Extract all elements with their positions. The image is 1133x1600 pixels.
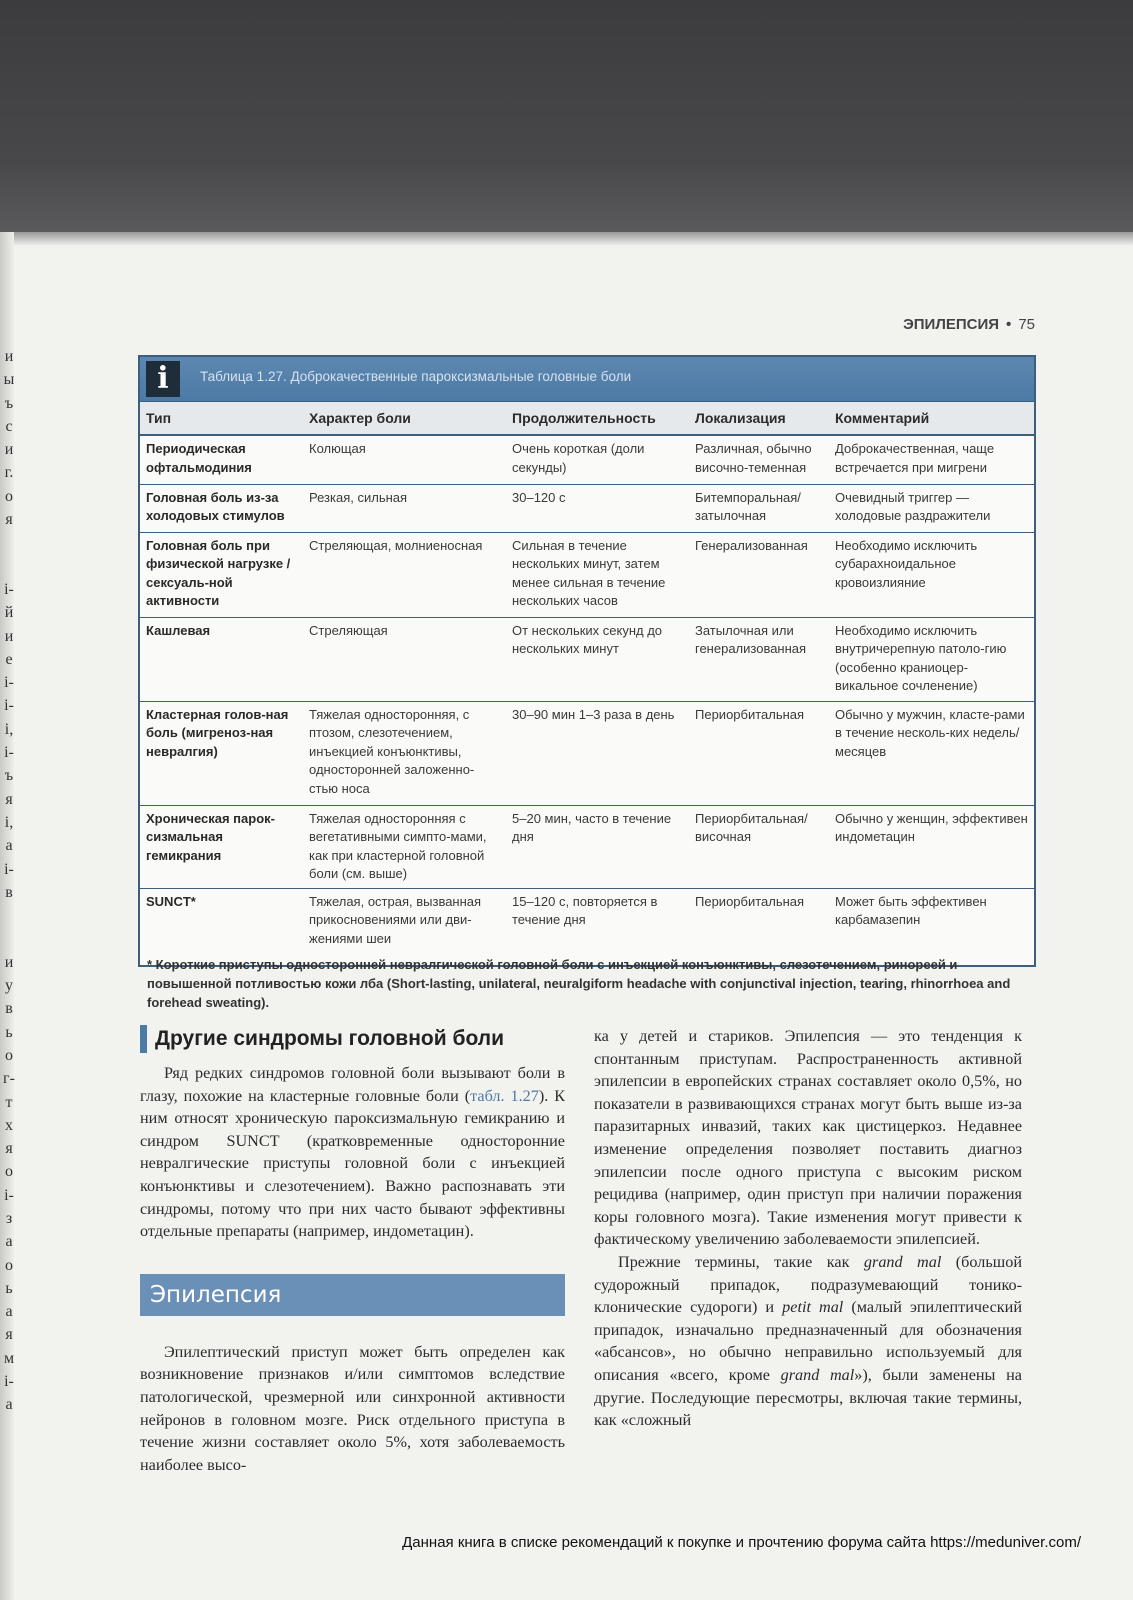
gutter-letter [0,555,18,578]
cell-character: Тяжелая, острая, вызванная прикосновениями или дви-жениями шеи [309,893,482,946]
table-row [140,532,1034,617]
cell-duration: От нескольких секунд до нескольких минут [506,617,689,701]
table-row [140,805,1034,888]
cell-duration: 30–90 мин 1–3 раза в день [506,701,689,805]
heading-other-syndromes: Другие синдромы головной боли [140,1025,565,1053]
gutter-letter: і, [4,720,14,738]
gutter-letter: а [5,1303,13,1321]
gutter-letter: і, [4,813,14,831]
table-title: Таблица 1.27. Доброкачественные пароксизмальные головные боли [200,369,632,384]
gutter-letter: в [5,1000,13,1018]
gutter-letter: і- [4,580,14,598]
cell-type: Головная боль при физической нагрузке / сексуаль-ной активности [140,532,303,617]
gutter-letter: а [5,1396,13,1414]
cell-comment: Необходимо исключить субарахноидальное кровоизлияние [829,532,1034,617]
gutter-letter: ъ [4,767,14,785]
gutter-letter: о [5,1163,13,1181]
gutter-letter: і- [4,697,14,715]
gutter-letter: и [4,348,14,365]
paragraph-epilepsy-terms: Прежние термины, такие как grand mal (большой судорожный припадок, подразумевающий тонико-клонические судороги) и petit mal (малый эпилептический припадок, изначально предназначенный для обозначения «абсансов», но обычно неправильно используемый для описания «всего, кроме grand mal»), были заменены на другие. Последующие пересмотры, включая такие термины, как «сложный [594,1252,1022,1430]
gutter-letter: е [5,650,13,668]
facing-page-gutter [0,345,18,1417]
cell-duration: Сильная в течение нескольких минут, затем менее сильная в течение нескольких часов [506,532,689,617]
cell-character: Тяжелая односторонняя с вегетативными симпто-мами, как при кластерной головной боли (см. выше) [303,805,506,888]
heading-epilepsy: Эпилепсия [140,1274,565,1316]
table-127 [138,355,1036,967]
gutter-letter: ь [5,1023,13,1041]
gutter-letter: у [5,977,13,995]
cell-location: Различная, обычно височно-теменная [689,435,829,484]
cell-type: Периодическая офтальмодиния [140,435,303,484]
gutter-letter: о [5,487,13,505]
cell-duration: 30–120 с [506,484,689,532]
gutter-letter: і- [4,1186,14,1204]
gutter-letter: і- [4,744,14,762]
cell-character: Стреляющая, молниеносная [303,532,506,617]
gutter-letter: г- [3,1070,15,1088]
gutter-letter: і- [4,860,14,878]
paragraph-other-syndromes [140,1062,565,1243]
info-icon: i [146,361,180,397]
cell-comment: Обычно у женщин, эффективен индометацин [829,805,1034,888]
page-number: 75 [1018,316,1035,333]
paragraph-epilepsy-definition: Эпилептический приступ может быть определен как возникновение признаков и/или симптомов вследствие патологической, чрезмерной или синхронной активности нейронов в головном мозге. Риск отдельного приступа в течение жизни составляет около 5%, хотя заболеваемость наиболее высо- [140,1342,565,1474]
col-header-location: Локализация [689,402,829,435]
scan-dark-margin [0,0,1133,232]
table-footnote: * Короткие приступы односторонней невралгической головной боли с инъекцией конъюнктивы, слезотечением, ринореей и повышенной потливостью кожи лба (Short-lasting, unilateral, neuralgiform headache with conjunctival injection, tearing, rhinorrhoea and forehead sweating). [147,957,1011,1010]
gutter-letter: х [5,1116,13,1134]
gutter-letter: я [5,790,13,808]
gutter-letter: і- [4,674,14,692]
gutter-letter: я [5,1140,13,1158]
table-row [140,617,1034,701]
gutter-letter: ъ [4,394,14,412]
cell-type: Хроническая парок-сизмальная гемикрания [140,805,303,888]
table-title-bar [140,357,1034,402]
headache-table [140,402,1034,952]
gutter-letter: я [5,511,13,529]
table-row [140,435,1034,484]
gutter-letter: о [5,1046,13,1064]
cell-character: Тяжелая односторонняя, с птозом, слезотечением, инъекцией конъюнктивы, односторонней заложенно-стью носа [303,701,506,805]
col-header-duration: Продолжительность [506,402,689,435]
cell-type: Кашлевая [140,617,303,701]
running-header [903,316,1035,333]
cell-duration: 5–20 мин, часто в течение дня [506,805,689,888]
gutter-letter [0,927,18,950]
cell-character: Резкая, сильная [303,484,506,532]
table-row [140,888,1034,952]
cell-location: Периорбитальная/ височная [689,805,829,888]
cell-type: Головная боль из-за холодовых стимулов [140,484,303,532]
gutter-letter: і- [4,1373,14,1391]
gutter-letter: а [5,1233,13,1251]
table-header-row [140,402,1034,435]
site-footer: Данная книга в списке рекомендаций к покупке и прочтению форума сайта https://meduniver.com/ [402,1534,1081,1551]
cell-character: Колющая [303,435,506,484]
cell-location: Периорбитальная [695,893,805,909]
gutter-letter: о [5,1256,13,1274]
cell-comment: Необходимо исключить внутричерепную патоло-гию (особенно краниоцер-викальное сочленение) [829,617,1034,701]
cell-location: Генерализованная [689,532,829,617]
gutter-letter: с [5,417,13,435]
gutter-letter: и [4,953,14,971]
gutter-letter [0,531,18,554]
cell-character: Стреляющая [303,617,506,701]
header-separator: • [1006,316,1012,333]
cell-duration: 15–120 с, повторяется в течение дня [512,893,658,927]
gutter-letter: ь [5,1279,13,1297]
gutter-letter: з [5,1209,13,1227]
table-row [140,484,1034,532]
cell-comment: Может быть эффективен карбамазепин [835,893,987,927]
left-column [140,1025,565,1476]
cell-type: Кластерная голов-ная боль (мигреноз-ная невралгия) [140,701,303,805]
section-name: ЭПИЛЕПСИЯ [903,316,1000,333]
cell-comment: Очевидный триггер — холодовые раздражители [829,484,1034,532]
gutter-letter: г. [4,464,14,482]
paragraph-epilepsy-continued: ка у детей и стариков. Эпилепсия — это тенденция к спонтанным приступам. Распространенность активной эпилепсии в европейских странах составляет около 0,5%, но показатели в развивающихся странах могут быть выше из-за паразитарных инвазий, таких как цистицеркоз. Недавнее изменение определения позволяет поставить диагноз эпилепсии после одного приступа с высоким риском рецидива (например, один приступ при наличии поражения коры головного мозга). Такие изменения могут привести к фактическому увеличению заболеваемости эпилепсией. [594,1027,1022,1249]
cell-location: Затылочная или генерализованная [689,617,829,701]
gutter-letter [0,904,18,927]
gutter-letter: ы [3,371,15,389]
cell-duration: Очень короткая (доли секунды) [506,435,689,484]
gutter-letter: в [5,883,13,901]
right-column [594,1025,1022,1432]
gutter-letter: а [5,837,13,855]
gutter-letter: й [4,604,14,622]
cell-location: Периорбитальная [689,701,829,805]
cell-type: SUNCT* [146,893,196,909]
gutter-letter: и [4,441,14,459]
gutter-letter: и [4,627,14,645]
col-header-comment: Комментарий [829,402,1034,435]
paragraph-text: ). К ним относят хроническую пароксизмальную гемикранию и синдром SUNCT (кратковременные односторонние невралгические приступы головной боли с инъекцией конъюнктивы и слезотечением). Важно распознавать эти синдромы, потому что при них часто бывают эффективны отдельные препараты (например, индометацин). [140,1086,566,1241]
gutter-letter: м [3,1349,15,1367]
cell-comment: Обычно у мужчин, класте-рами в течение несколь-ких недель/месяцев [829,701,1034,805]
table-row [140,701,1034,805]
cell-comment: Доброкачественная, чаще встречается при мигрени [829,435,1034,484]
cell-location: Битемпоральная/ затылочная [689,484,829,532]
paragraph-text: Ряд редких синдромов головной боли вызывают боли в глазу, похожие на кластерные головные боли ( [140,1064,565,1105]
col-header-character: Характер боли [303,402,506,435]
gutter-letter: т [5,1093,13,1111]
col-header-type: Тип [140,402,303,435]
gutter-letter: я [5,1326,13,1344]
table-reference-link[interactable]: табл. 1.27 [470,1086,539,1105]
